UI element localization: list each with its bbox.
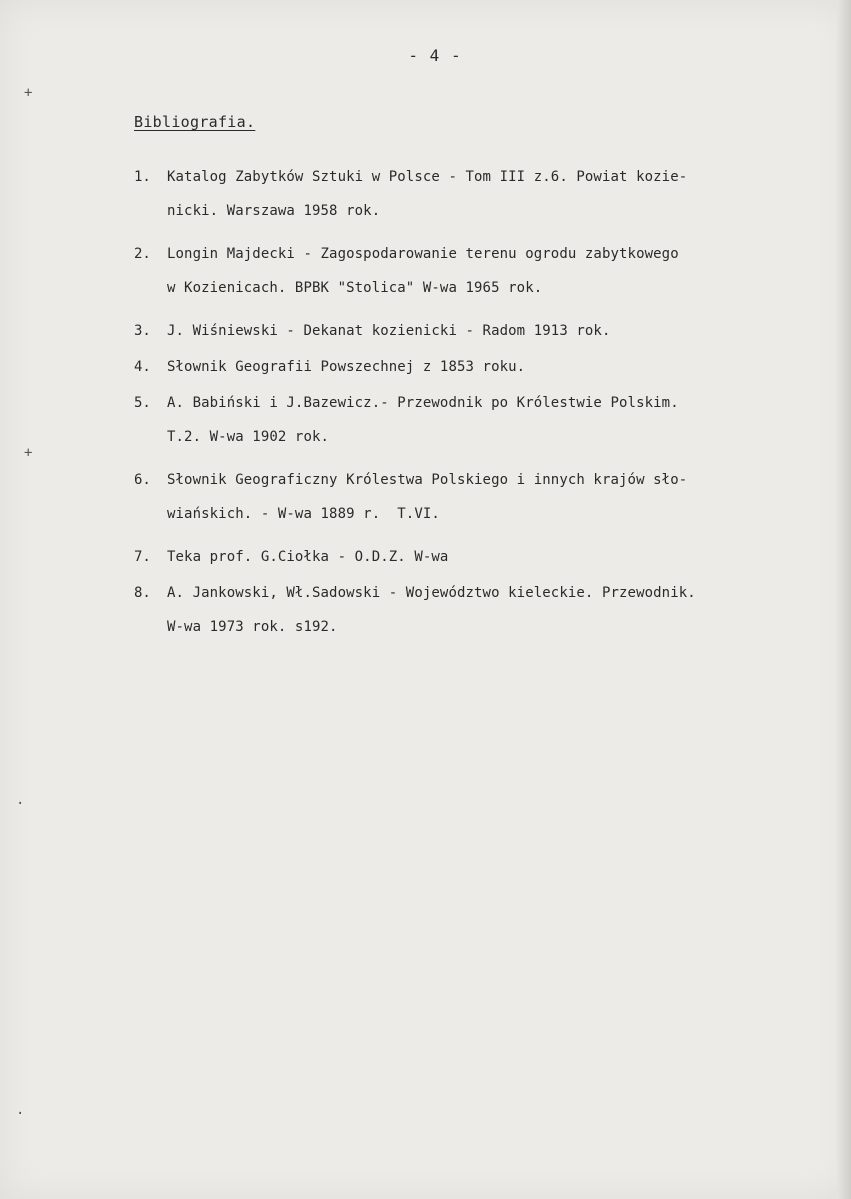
bibliography-entry <box>134 160 824 228</box>
bibliography-entry <box>134 314 824 348</box>
entry-text-line: w Kozienicach. BPBK "Stolica" W-wa 1965 rok. <box>167 280 543 296</box>
entry-number: 8. <box>134 585 151 601</box>
bibliography-entry <box>134 540 824 574</box>
bibliography-entry <box>134 350 824 384</box>
entry-text-line: Teka prof. G.Ciołka - O.D.Z. W-wa <box>167 549 449 565</box>
binding-hole-mark: + <box>24 445 33 461</box>
entry-text-line: A. Babiński i J.Bazewicz.- Przewodnik po Królestwie Polskim. <box>167 395 679 411</box>
page-title: Bibliografia. <box>134 113 256 131</box>
bibliography-entry <box>134 386 824 454</box>
page-number: - 4 - <box>408 46 462 65</box>
entry-number: 6. <box>134 472 151 488</box>
entry-number: 4. <box>134 359 151 375</box>
entry-text-line: Longin Majdecki - Zagospodarowanie terenu ogrodu zabytkowego <box>167 246 679 262</box>
entry-text-line: Słownik Geografii Powszechnej z 1853 roku. <box>167 359 526 375</box>
entry-text <box>167 160 824 228</box>
paper-edge-shadow <box>837 0 851 1199</box>
bibliography-entry <box>134 237 824 305</box>
entry-number: 5. <box>134 395 151 411</box>
entry-number: 3. <box>134 323 151 339</box>
entry-text <box>167 540 824 574</box>
entry-text-line: Słownik Geograficzny Królestwa Polskiego i innych krajów sło- <box>167 472 688 488</box>
entry-text <box>167 314 824 348</box>
entry-text-line: A. Jankowski, Wł.Sadowski - Województwo kieleckie. Przewodnik. <box>167 585 696 601</box>
binding-hole-mark: . <box>16 1102 25 1118</box>
entry-text <box>167 463 824 531</box>
entry-number: 2. <box>134 246 151 262</box>
entry-number: 1. <box>134 169 151 185</box>
entry-text-line: nicki. Warszawa 1958 rok. <box>167 203 381 219</box>
entry-text <box>167 386 824 454</box>
entry-text <box>167 350 824 384</box>
entry-text <box>167 237 824 305</box>
entry-text-line: Katalog Zabytków Sztuki w Polsce - Tom III z.6. Powiat kozie- <box>167 169 688 185</box>
bibliography-entry <box>134 463 824 531</box>
bibliography-entry <box>134 576 824 644</box>
entry-text <box>167 576 824 644</box>
entry-number: 7. <box>134 549 151 565</box>
binding-hole-mark: . <box>16 792 25 808</box>
entry-text-line: wiańskich. - W-wa 1889 r. T.VI. <box>167 506 440 522</box>
bibliography-list <box>134 160 824 653</box>
entry-text-line: W-wa 1973 rok. s192. <box>167 619 338 635</box>
binding-hole-mark: + <box>24 85 33 101</box>
entry-text-line: J. Wiśniewski - Dekanat kozienicki - Radom 1913 rok. <box>167 323 611 339</box>
entry-text-line: T.2. W-wa 1902 rok. <box>167 429 330 445</box>
